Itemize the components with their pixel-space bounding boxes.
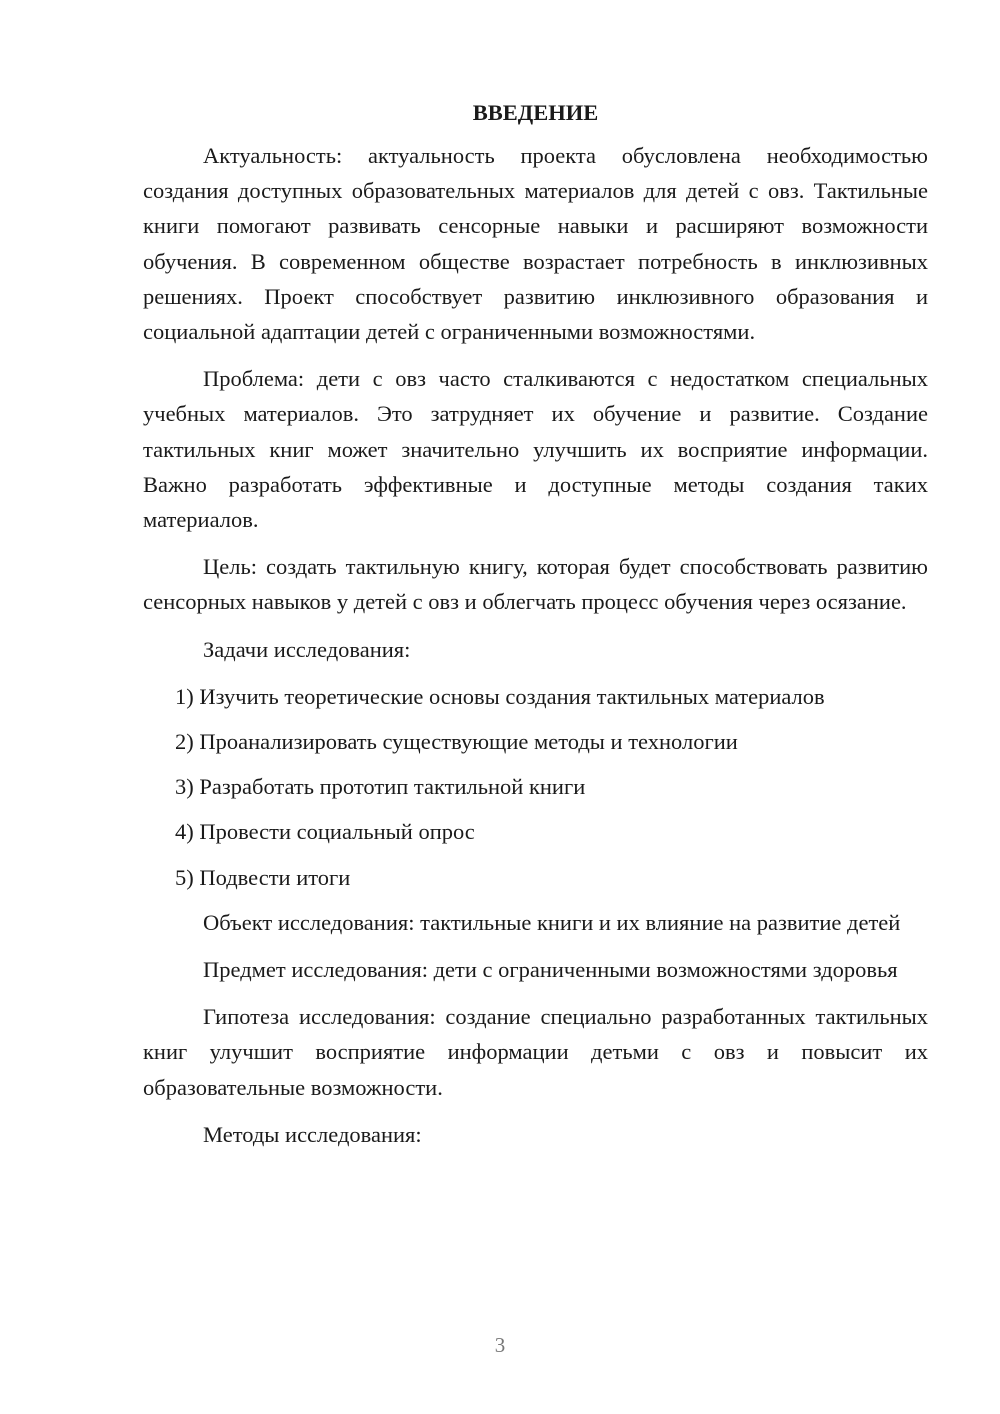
paragraph-problem: Проблема: дети с овз часто сталкиваются с недостатком специальных учебных материалов. Это затрудняет их обучение и развитие. Создание тактильных книг может значительно улучшить их восприятие информации. Важно разработать эффективные и доступные методы создания таких материалов.	[143, 366, 928, 533]
paragraph-hypothesis: Гипотеза исследования: создание специально разработанных тактильных книг улучшит восприятие информации детьми с овз и повысит их образовательные возможности.	[143, 1004, 928, 1100]
task-list	[143, 679, 928, 895]
paragraph-subject: Предмет исследования: дети с ограниченными возможностями здоровья	[203, 957, 898, 983]
list-item: 5) Подвести итоги	[175, 864, 351, 890]
list-item: 4) Провести социальный опрос	[175, 819, 475, 845]
paragraph-goal: Цель: создать тактильную книгу, которая будет способствовать развитию сенсорных навыков у детей с овз и облегчать процесс обучения через осязание.	[143, 554, 928, 615]
page-number: 3	[494, 1333, 506, 1357]
paragraph-object: Объект исследования: тактильные книги и их влияние на развитие детей	[203, 909, 901, 935]
page-title: ВВЕДЕНИЕ	[472, 100, 599, 125]
list-item: 2) Проанализировать существующие методы и технологии	[175, 729, 738, 755]
paragraph-relevance: Актуальность: актуальность проекта обусловлена необходимостью создания доступных образовательных материалов для детей с овз. Тактильные книги помогают развивать сенсорные навыки и расширяют возможности обучения. В современном обществе возрастает потребность в инклюзивных решениях. Проект способствует развитию инклюзивного образования и социальной адаптации детей с ограниченными возможностями.	[143, 143, 928, 345]
list-item: 3) Разработать прототип тактильной книги	[175, 774, 586, 800]
paragraph-methods-heading: Методы исследования:	[203, 1121, 422, 1147]
page-content	[143, 95, 928, 1164]
list-item: 1) Изучить теоретические основы создания тактильных материалов	[175, 683, 825, 709]
paragraph-tasks-heading: Задачи исследования:	[203, 636, 411, 662]
